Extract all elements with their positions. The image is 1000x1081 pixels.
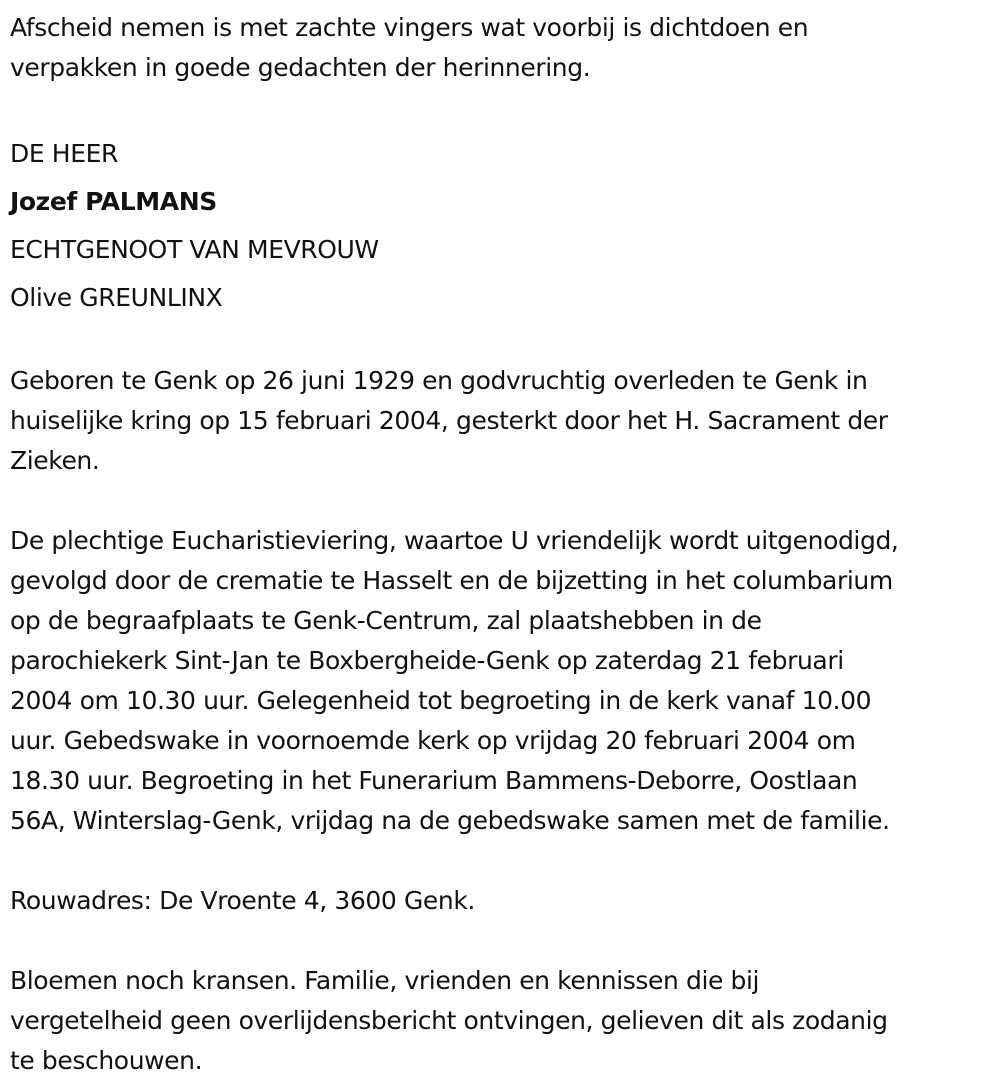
text-line: gevolgd door de crematie te Hasselt en de bijzetting in het columbarium bbox=[10, 566, 893, 595]
text-line: 18.30 uur. Begroeting in het Funerarium Bammens-Deborre, Oostlaan bbox=[10, 766, 858, 795]
spouse-name: Olive GREUNLINX bbox=[10, 283, 223, 312]
birth-death-paragraph bbox=[10, 361, 995, 481]
poem-line: verpakken in goede gedachten der herinnering. bbox=[10, 53, 591, 82]
mourning-address bbox=[10, 881, 995, 921]
text-line: 56A, Winterslag-Genk, vrijdag na de gebedswake samen met de familie. bbox=[10, 806, 890, 835]
text-line: uur. Gebedswake in voornoemde kerk op vrijdag 20 februari 2004 om bbox=[10, 726, 856, 755]
text-line: 2004 om 10.30 uur. Gelegenheid tot begroeting in de kerk vanaf 10.00 bbox=[10, 686, 872, 715]
text-line: De plechtige Eucharistieviering, waartoe U vriendelijk wordt uitgenodigd, bbox=[10, 526, 899, 555]
obituary-notice bbox=[10, 8, 995, 1081]
ceremony-paragraph bbox=[10, 521, 995, 841]
address-text: Rouwadres: De Vroente 4, 3600 Genk. bbox=[10, 886, 475, 915]
opening-poem bbox=[10, 8, 995, 88]
text-line: parochiekerk Sint-Jan te Boxbergheide-Genk op zaterdag 21 februari bbox=[10, 646, 844, 675]
deceased-name: Jozef PALMANS bbox=[10, 187, 217, 216]
text-line: Zieken. bbox=[10, 446, 100, 475]
text-line: huiselijke kring op 15 februari 2004, gesterkt door het H. Sacrament der bbox=[10, 406, 888, 435]
text-line: op de begraafplaats te Genk-Centrum, zal plaatshebben in de bbox=[10, 606, 762, 635]
text-line: vergetelheid geen overlijdensbericht ontvingen, gelieven dit als zodanig bbox=[10, 1006, 888, 1035]
text-line: te beschouwen. bbox=[10, 1046, 203, 1075]
poem-line: Afscheid nemen is met zachte vingers wat voorbij is dichtdoen en bbox=[10, 13, 809, 42]
relation-label: ECHTGENOOT VAN MEVROUW bbox=[10, 235, 379, 264]
text-line: Geboren te Genk op 26 juni 1929 en godvruchtig overleden te Genk in bbox=[10, 366, 868, 395]
honorific-title: DE HEER bbox=[10, 139, 118, 168]
deceased-header bbox=[10, 130, 995, 322]
flowers-paragraph bbox=[10, 961, 995, 1081]
text-line: Bloemen noch kransen. Familie, vrienden en kennissen die bij bbox=[10, 966, 760, 995]
